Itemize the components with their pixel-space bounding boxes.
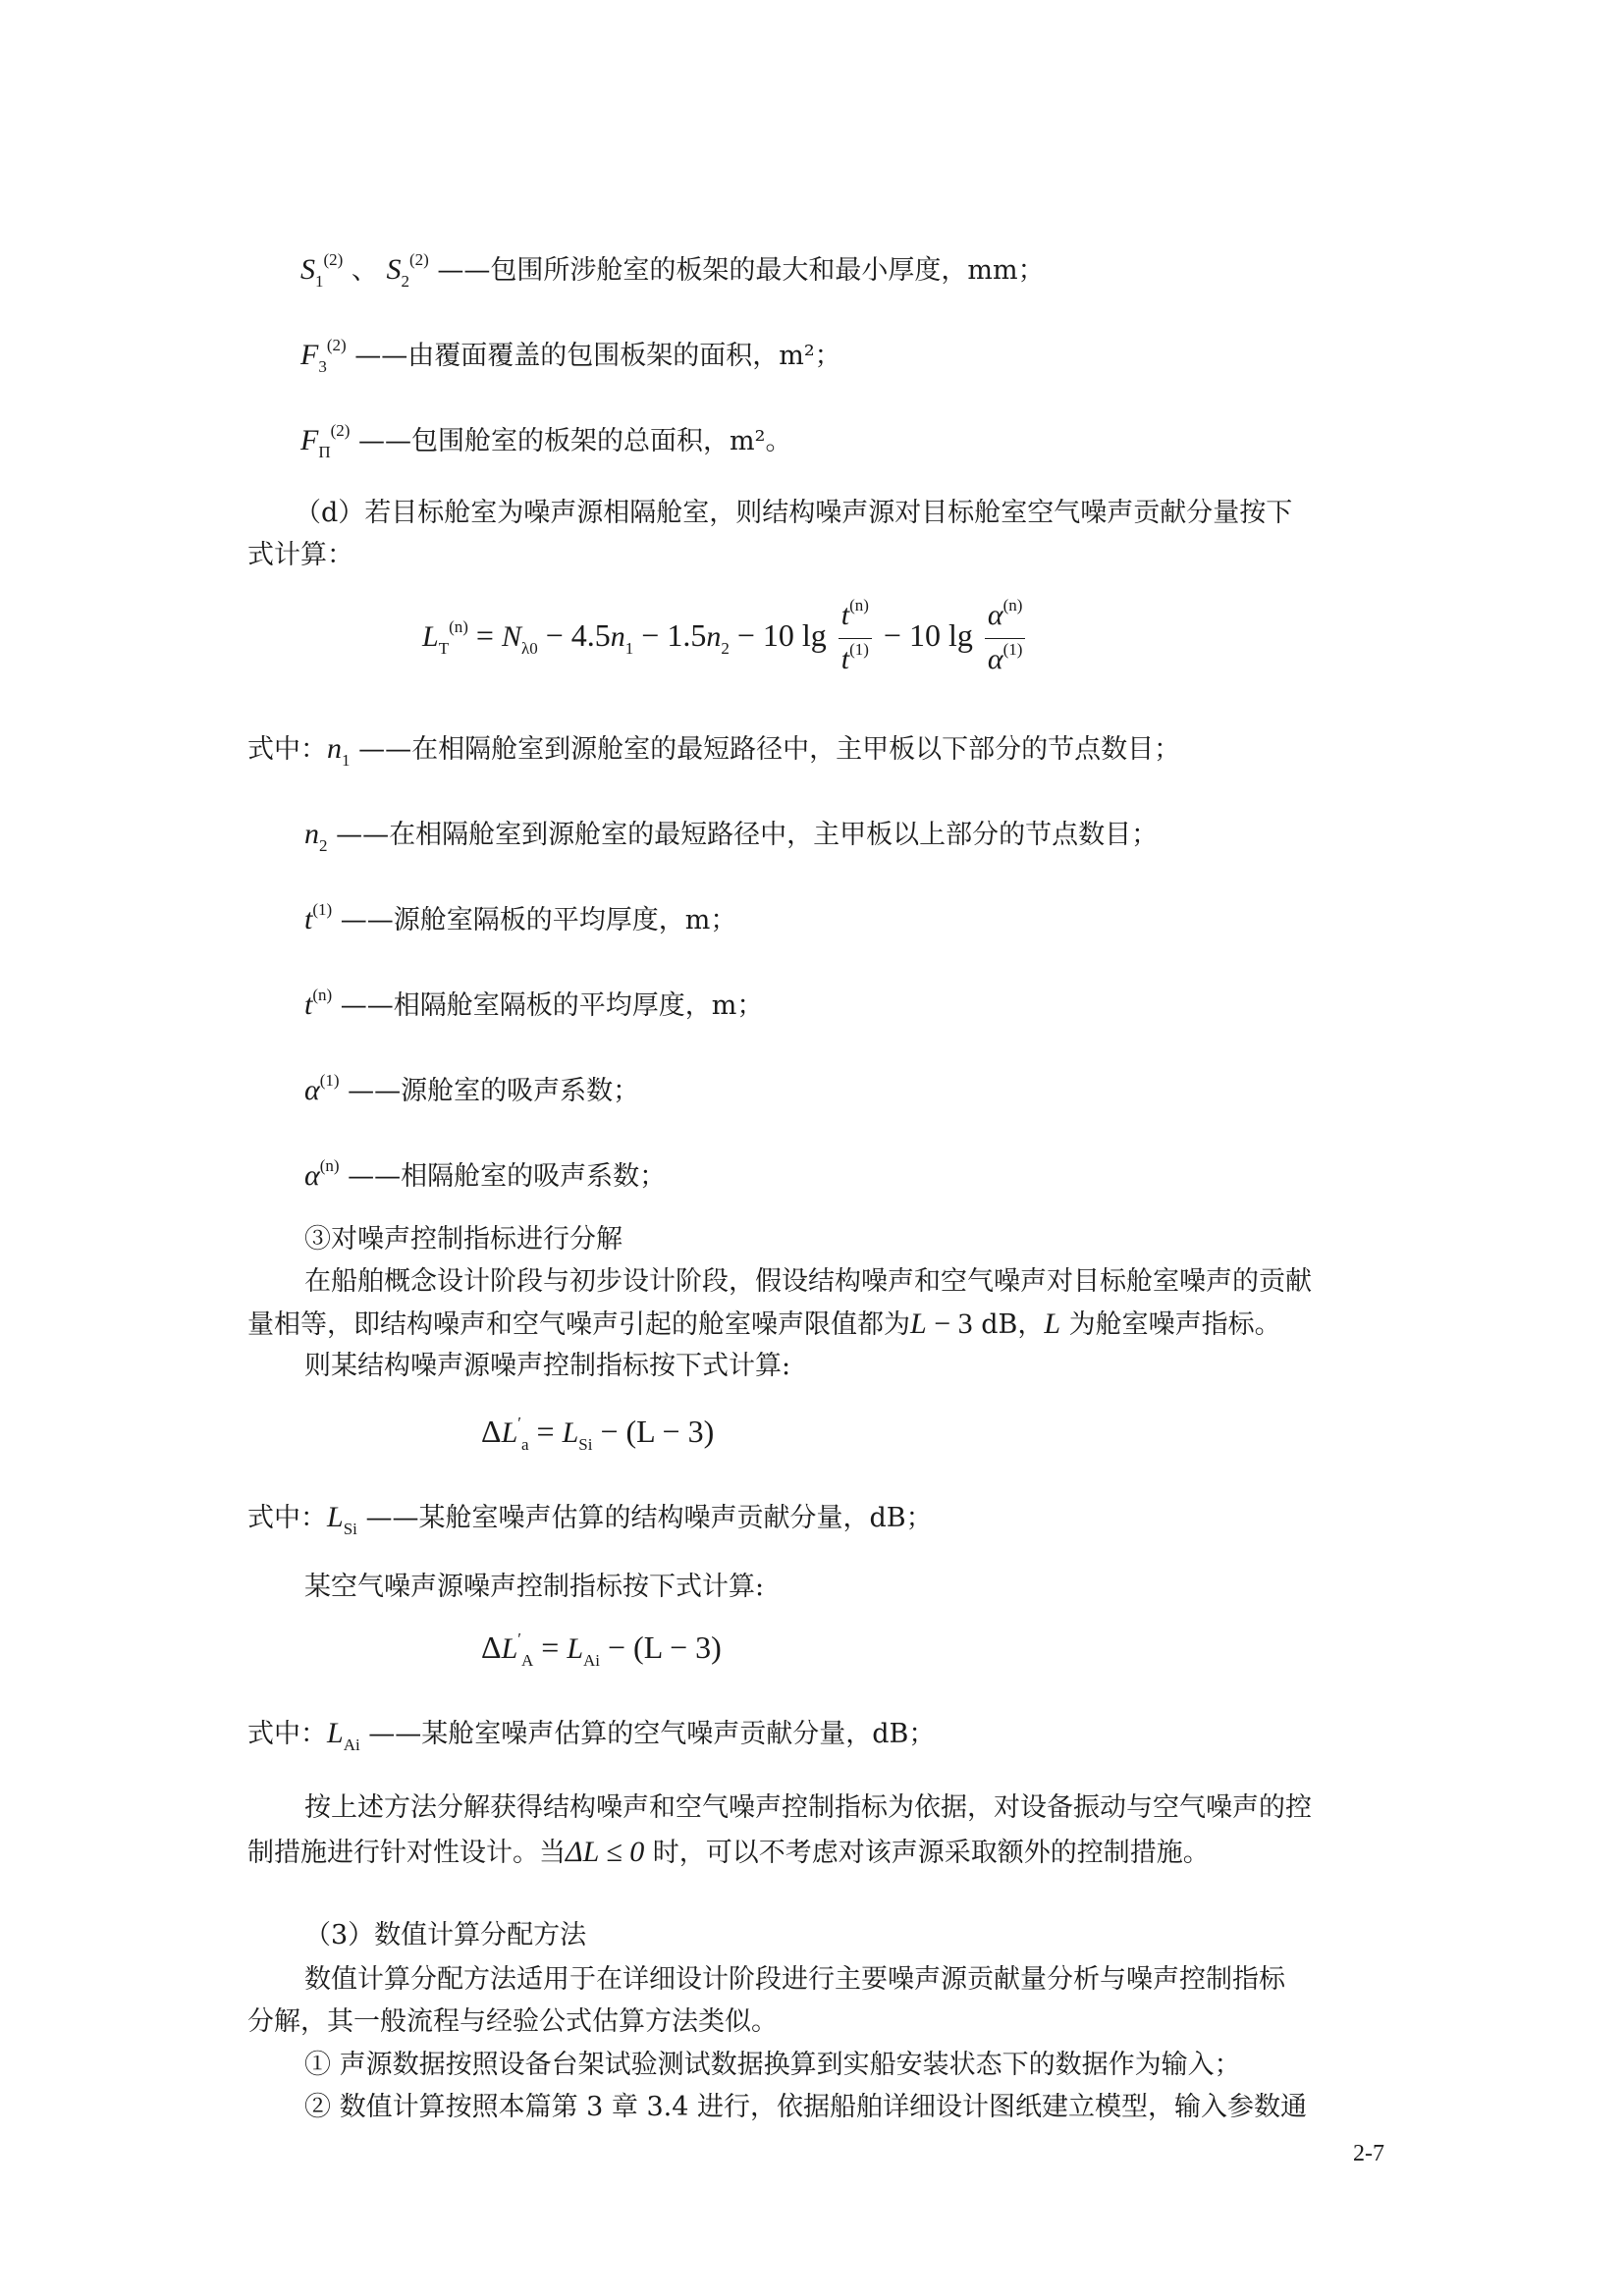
- paragraph-line: 分解，其一般流程与经验公式估算方法类似。: [247, 2006, 778, 2037]
- definition-f3: $F_3^{(2)}$ ——由覆面覆盖的包围板架的面积，m²；: [300, 336, 841, 376]
- where-item: $\alpha^{(1)}$ ——源舱室的吸声系数；: [304, 1071, 640, 1106]
- paragraph-line: 在船舶概念设计阶段与初步设计阶段，假设结构噪声和空气噪声对目标舱室噪声的贡献: [304, 1266, 1312, 1297]
- definition-text: ——包围所涉舱室的板架的最大和最小厚度，mm；: [428, 255, 1045, 286]
- page-number: 2-7: [1353, 2141, 1384, 2166]
- section-heading: （3）数值计算分配方法: [304, 1920, 587, 1950]
- paragraph-line: 数值计算分配方法适用于在详细设计阶段进行主要噪声源贡献量分析与噪声控制指标: [304, 1964, 1285, 1995]
- where-item: 式中：$n_1$ ——在相隔舱室到源舱室的最短路径中，主甲板以下部分的节点数目；: [247, 732, 1181, 770]
- formula-airborne-index: $\Delta L'_A = L_{Ai} - (L - 3)$: [481, 1629, 722, 1670]
- symbol-f: F: [300, 424, 319, 456]
- paragraph-line: 按上述方法分解获得结构噪声和空气噪声控制指标为依据，对设备振动与空气噪声的控: [304, 1792, 1312, 1823]
- paragraph-line: 量相等，即结构噪声和空气噪声引起的舱室噪声限值都为L − 3 dB，L 为舱室噪声指标。: [247, 1308, 1281, 1340]
- where-item: $t^{(1)}$ ——源舱室隔板的平均厚度，m；: [304, 900, 737, 935]
- symbol-s: S: [386, 253, 402, 286]
- formula-structural-to-airborne: $L_T^{(n)} = N_{\lambda 0} - 4.5n_1 - 1.5n_2 - 10$ lg $\frac{t^{(n)}}{t^{(1)}}$ − 10 lg $\frac{\alpha^{(n)}}{\alpha^{(1)}}$: [422, 597, 1029, 680]
- list-item: ② 数值计算按照本篇第 3 章 3.4 进行，依据船舶详细设计图纸建立模型，输入参数通: [304, 2092, 1308, 2122]
- definition-text: ——包围舱室的板架的总面积，m²。: [350, 426, 792, 456]
- paragraph-line: 某空气噪声源噪声控制指标按下式计算:: [304, 1572, 765, 1602]
- paragraph-line: 制措施进行针对性设计。当ΔL ≤ 0 时，可以不考虑对该声源采取额外的控制措施。: [247, 1836, 1210, 1868]
- list-item: ① 声源数据按照设备台架试验测试数据换算到实船安装状态下的数据作为输入；: [304, 2050, 1241, 2080]
- fraction-absorption: $\frac{\alpha^{(n)}}{\alpha^{(1)}}$: [985, 597, 1026, 680]
- where-item: $n_2$ ——在相隔舱室到源舱室的最短路径中，主甲板以上部分的节点数目；: [304, 818, 1159, 855]
- symbol-s: S: [300, 253, 315, 286]
- definition-s1-s2: $S_1^{(2)}$ 、 $S_2^{(2)}$ ——包围所涉舱室的板架的最大和最小厚度，mm；: [300, 250, 1045, 291]
- where-item: 式中：$L_{Ai}$ ——某舱室噪声估算的空气噪声贡献分量，dB；: [247, 1717, 936, 1754]
- paragraph-d-line2: 式计算：: [247, 540, 353, 570]
- fraction-thickness: $\frac{t^{(n)}}{t^{(1)}}$: [839, 597, 872, 680]
- symbol-f: F: [300, 339, 319, 371]
- section-heading: ③对噪声控制指标进行分解: [304, 1224, 623, 1255]
- paragraph-d-line1: （d）若目标舱室为噪声源相隔舱室，则结构噪声源对目标舱室空气噪声贡献分量按下: [295, 498, 1293, 528]
- definition-text: ——由覆面覆盖的包围板架的面积，m²；: [346, 341, 841, 371]
- definition-fpi: $F_\Pi^{(2)}$ ——包围舱室的板架的总面积，m²。: [300, 421, 792, 461]
- paragraph-line: 则某结构噪声源噪声控制指标按下式计算:: [304, 1351, 791, 1381]
- where-item: $t^{(n)}$ ——相隔舱室隔板的平均厚度，m；: [304, 986, 764, 1021]
- formula-structural-index: $\Delta L'_a = L_{Si} - (L - 3)$: [481, 1414, 715, 1454]
- where-item: $\alpha^{(n)}$ ——相隔舱室的吸声系数；: [304, 1156, 667, 1192]
- where-item: 式中：$L_{Si}$ ——某舱室噪声估算的结构噪声贡献分量，dB；: [247, 1501, 933, 1538]
